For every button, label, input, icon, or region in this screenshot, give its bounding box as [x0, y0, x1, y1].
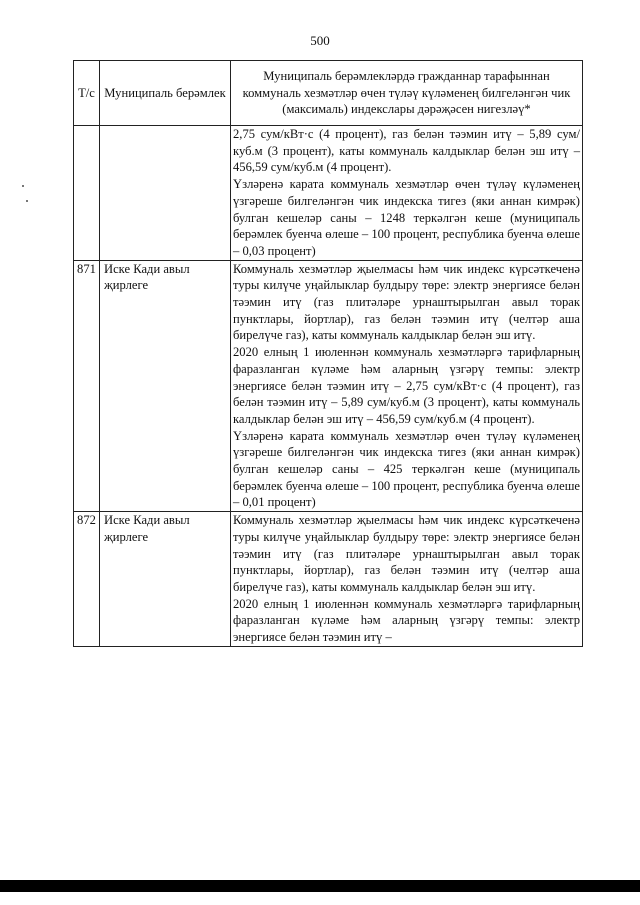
table-row	[74, 512, 583, 647]
scan-bottom-bar	[0, 880, 640, 892]
scan-speck	[22, 185, 24, 187]
row-description	[231, 260, 583, 512]
description-paragraph: Үзләренә карата коммуналь хезмәтләр өчен түләү күләменең үзгәреше билгеләнгән чик индекска тигез (яки аннан кимрәк) булган кешеләр саны – 1248 теркәлгән кеше (муниципаль берәмлек буенча өлеше – 100 процент, республика буенча өлеше – 0,03 процент)	[233, 177, 580, 258]
description-paragraph: Коммуналь хезмәтләр җыелмасы һәм чик индекс күрсәткеченә туры килүче уңайлыклар булдыру төре: электр энергиясе белән тәэмин итү (газ плитәләре урнаштырылган авыл торак пунктлары, йортлар), газ белән тәэмин итү (челтәр аша бирелүче газ), каты коммуналь калдыклар белән эш итү.	[233, 261, 580, 343]
description-paragraph: Коммуналь хезмәтләр җыелмасы һәм чик индекс күрсәткеченә туры килүче уңайлыклар булдыру төре: электр энергиясе белән тәэмин итү (газ плитәләре урнаштырылган авыл торак пунктлары, йортлар), газ белән тәэмин итү (челтәр аша бирелүче газ), каты коммуналь калдыклар белән эш итү.	[233, 513, 580, 594]
tariff-table	[73, 60, 583, 647]
table-row	[74, 126, 583, 261]
row-number	[74, 126, 100, 261]
description-paragraph: 2020 елның 1 июленнән коммуналь хезмәтләргә тарифларның фаразланган күләме һәм аларның үзгәрү темпы: электр энергиясе белән тәэмин итү – 2,75 сум/кВт·с (4 процент), газ белән тәэмин итү – 5,89 сум/куб.м (3 процент), каты коммуналь калдыклар белән эш итү – 456,59 сум/куб.м (4 процент).	[233, 345, 580, 426]
header-desc: Муниципаль берәмлекләрдә гражданнар тарафыннан коммуналь хезмәтләр өчен түләү күләменең билгеләнгән чик (максималь) индекслары дәрәҗәсен нигезләү*	[231, 61, 583, 126]
row-municipality	[100, 126, 231, 261]
row-number: 872	[74, 512, 100, 647]
row-number: 871	[74, 260, 100, 512]
header-num: Т/с	[74, 61, 100, 126]
description-paragraph: Үзләренә карата коммуналь хезмәтләр өчен түләү күләменең үзгәреше билгеләнгән чик индекска тигез (яки аннан кимрәк) булган кешеләр саны – 425 теркәлгән кеше (муниципаль берәмлек буенча өлеше – 100 процент, республика буенча өлеше – 0,01 процент)	[233, 428, 580, 510]
row-municipality: Иске Кади авыл җирлеге	[100, 260, 231, 512]
page-number: 500	[310, 33, 330, 48]
description-paragraph: 2,75 сум/кВт·с (4 процент), газ белән тәэмин итү – 5,89 сум/куб.м (3 процент), каты коммуналь калдыклар белән эш итү – 456,59 сум/куб.м (4 процент).	[233, 127, 580, 175]
scan-speck	[26, 200, 28, 202]
table-header-row	[74, 61, 583, 126]
description-paragraph: 2020 елның 1 июленнән коммуналь хезмәтләргә тарифларның фаразланган күләме һәм аларның үзгәрү темпы: электр энергиясе белән тәэмин итү –	[233, 596, 580, 645]
row-description	[231, 512, 583, 647]
row-description	[231, 126, 583, 261]
table-row	[74, 260, 583, 512]
header-name: Муниципаль берәмлек	[100, 61, 231, 126]
row-municipality: Иске Кади авыл җирлеге	[100, 512, 231, 647]
